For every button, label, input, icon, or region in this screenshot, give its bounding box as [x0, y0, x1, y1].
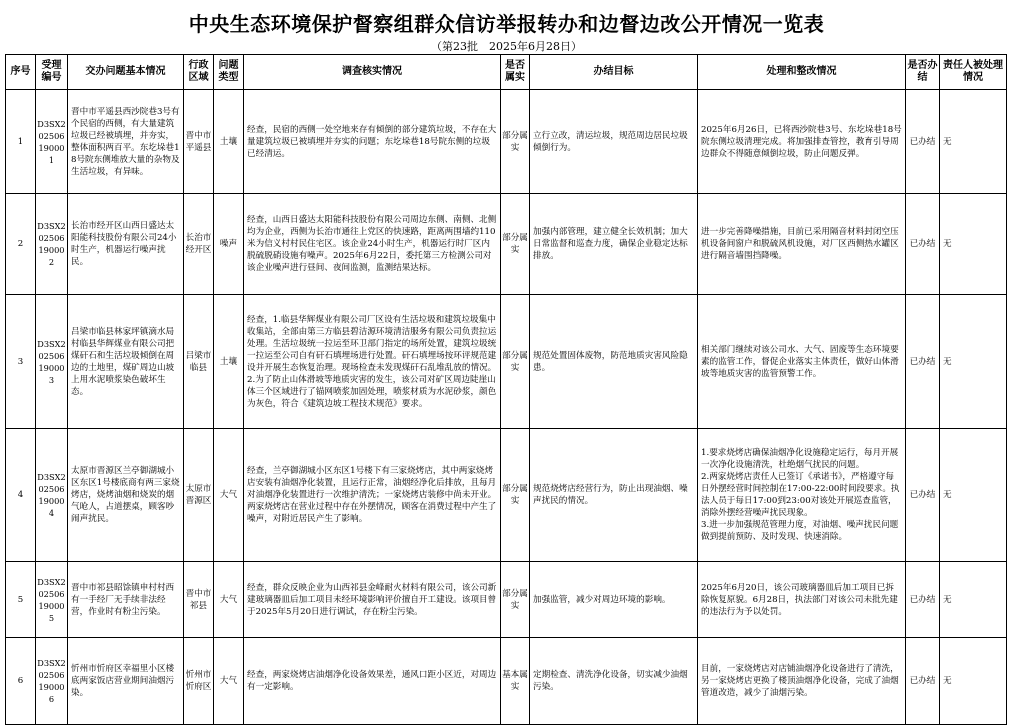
cell-accountability: 无	[940, 638, 1007, 725]
cell-investigation: 经查，民宿的西侧一处空地来存有倾倒的部分建筑垃圾，不存在大量建筑垃圾已被填埋并夯实的问题；东圪垛巷18号院东侧的垃圾已经清运。	[244, 90, 501, 194]
cell-true: 部分属实	[501, 295, 530, 429]
table-header-row	[6, 55, 1007, 90]
cell-problem: 忻州市忻府区幸福里小区楼底两家饭店营业期间油烟污染。	[68, 638, 184, 725]
header-region: 行政区域	[184, 55, 214, 90]
cell-handling: 2025年6月20日，该公司玻璃器皿后加工项目已拆除恢复原貌。6月28日，执法部门对该公司未批先建的违法行为予以处罚。	[698, 562, 906, 638]
cell-investigation: 经查，山西日盛达太阳能科技股份有限公司周边东侧、南侧、北侧均为企业，西侧为长治市通往上党区的快速路，距离两围墙约110米为信义村村民住宅区。该企业24小时生产，机器运行时厂区内脱硫脱硝设施有噪声。2025年6月22日，委托第三方检测公司对该企业噪声进行昼间、夜间监测，监测结果达标。	[244, 194, 501, 295]
cell-goal: 加强监管，减少对周边环境的影响。	[530, 562, 698, 638]
cell-problem: 晋中市祁县昭馀镇申村村西有一手经厂无手续非法经营，作业时有粉尘污染。	[68, 562, 184, 638]
cell-handling: 1.要求烧烤店确保油烟净化设施稳定运行，每月开展一次净化设施清洗，杜绝烟气扰民的问题。 2.两家烧烤店责任人已签订《承诺书》，严格遵守每日外摆经营时间控制在17:00-22:00时间段要求。执法人员于每日17:00到23:00对该处开展巡查监管，消除外摆经营噪声扰民现象。 3.进一步加强规范管理力度，对油烟、噪声扰民问题做到提前预防、及时发现、快速消除。	[698, 429, 906, 562]
header-true: 是否属实	[501, 55, 530, 90]
table-row	[6, 295, 1007, 429]
cell-type: 土壤	[214, 90, 244, 194]
cell-region: 太原市晋源区	[184, 429, 214, 562]
page-title: 中央生态环境保护督察组群众信访举报转办和边督边改公开情况一览表	[188, 12, 825, 36]
cell-true: 基本属实	[501, 638, 530, 725]
table-row	[6, 638, 1007, 725]
header-accountability: 责任人被处理情况	[940, 55, 1007, 90]
cell-accountability: 无	[940, 90, 1007, 194]
cell-handling: 进一步完善降噪措施，目前已采用隔音材料封闭空压机设备间窗户和脱硫风机设施，对厂区西侧热水罐区进行隔音墙围挡降噪。	[698, 194, 906, 295]
cell-seq: 1	[6, 90, 36, 194]
header-handling: 处理和整改情况	[698, 55, 906, 90]
cell-seq: 6	[6, 638, 36, 725]
cell-investigation: 经查，1.临县华辉煤业有限公司厂区设有生活垃圾和建筑垃圾集中收集站，全部由第三方临县碧洁源环境清洁服务有限公司负责拉运处理。生活垃圾统一拉运至环卫部门指定的场所处置，建筑垃圾统一拉运至公司自有矸石填埋场进行处置。矸石填埋场按环评规范建设并开展生态恢复治理。现场检查未发现煤矸石乱堆乱放的情况。 2.为了防止山体滑坡等地质灾害的发生，该公司对矿区周边陡崖山体三个区域进行了锚网喷浆加固处理，喷浆材质为水泥砂浆，颜色为灰色，符合《建筑边坡工程技术规范》要求。	[244, 295, 501, 429]
cell-type: 土壤	[214, 295, 244, 429]
cell-region: 晋中市祁县	[184, 562, 214, 638]
cell-region: 长治市经开区	[184, 194, 214, 295]
cell-done: 已办结	[906, 295, 940, 429]
cell-true: 部分属实	[501, 90, 530, 194]
cell-goal: 加强内部管理，建立健全长效机制；加大日常监督和巡查力度，确保企业稳定达标排放。	[530, 194, 698, 295]
cell-accountability: 无	[940, 562, 1007, 638]
cell-investigation: 经查，群众反映企业为山西祁县金峰耐火材料有限公司，该公司新建玻璃器皿后加工项目未经环境影响评价擅自开工建设。该项目曾于2025年5月20日进行调试，存在粉尘污染。	[244, 562, 501, 638]
table-row	[6, 562, 1007, 638]
cell-done: 已办结	[906, 562, 940, 638]
cell-handling: 2025年6月26日，已将西沙院巷3号、东圪垛巷18号院东侧垃圾清理完成。将加强排查管控，教育引导周边群众不得随意倾倒垃圾，防止问题反弹。	[698, 90, 906, 194]
cell-problem: 吕梁市临县林家坪镇滴水局村临县华辉煤业有限公司把煤矸石和生活垃圾倾倒在周边的土地里，煤矿周边山坡上用水泥喷浆染色破坏生态。	[68, 295, 184, 429]
cell-seq: 3	[6, 295, 36, 429]
header-goal: 办结目标	[530, 55, 698, 90]
table-row	[6, 194, 1007, 295]
cell-region: 晋中市平遥县	[184, 90, 214, 194]
cell-seq: 2	[6, 194, 36, 295]
table-row	[6, 429, 1007, 562]
page-subtitle: （第23批 2025年6月28日）	[431, 40, 582, 53]
cell-done: 已办结	[906, 194, 940, 295]
cell-goal: 规范烧烤店经营行为，防止出现油烟、噪声扰民的情况。	[530, 429, 698, 562]
cell-region: 忻州市忻府区	[184, 638, 214, 725]
cell-goal: 定期检查、清洗净化设备，切实减少油烟污染。	[530, 638, 698, 725]
cell-true: 部分属实	[501, 562, 530, 638]
cell-region: 吕梁市临县	[184, 295, 214, 429]
header-investigation: 调查核实情况	[244, 55, 501, 90]
cell-code: D3SX202506190004	[36, 429, 68, 562]
cell-type: 噪声	[214, 194, 244, 295]
cell-true: 部分属实	[501, 429, 530, 562]
cell-type: 大气	[214, 562, 244, 638]
cell-seq: 5	[6, 562, 36, 638]
cell-code: D3SX202506190002	[36, 194, 68, 295]
petition-table	[5, 54, 1007, 725]
cell-problem: 太原市晋源区兰亭御湖城小区东区1号楼底商有两三家烧烤店，烧烤油烟和烧炭的烟气呛人，占道摆桌，顾客吵闹声扰民。	[68, 429, 184, 562]
table-row	[6, 90, 1007, 194]
cell-type: 大气	[214, 638, 244, 725]
cell-done: 已办结	[906, 90, 940, 194]
cell-code: D3SX202506190006	[36, 638, 68, 725]
cell-goal: 立行立改，清运垃圾，规范周边居民垃圾倾倒行为。	[530, 90, 698, 194]
cell-true: 部分属实	[501, 194, 530, 295]
cell-accountability: 无	[940, 194, 1007, 295]
cell-handling: 目前，一家烧烤店对店铺油烟净化设备进行了清洗，另一家烧烤店更换了楼顶油烟净化设备，完成了油烟管道改造，减少了油烟污染。	[698, 638, 906, 725]
header-problem: 交办问题基本情况	[68, 55, 184, 90]
cell-done: 已办结	[906, 429, 940, 562]
cell-seq: 4	[6, 429, 36, 562]
cell-code: D3SX202506190001	[36, 90, 68, 194]
cell-accountability: 无	[940, 429, 1007, 562]
cell-accountability: 无	[940, 295, 1007, 429]
header-done: 是否办结	[906, 55, 940, 90]
header-seq: 序号	[6, 55, 36, 90]
cell-done: 已办结	[906, 638, 940, 725]
cell-problem: 长治市经开区山西日盛达太阳能科技股份有限公司24小时生产，机器运行噪声扰民。	[68, 194, 184, 295]
cell-code: D3SX202506190003	[36, 295, 68, 429]
cell-handling: 相关部门继续对该公司水、大气、固废等生态环境要素的监管工作，督促企业落实主体责任，做好山体滑坡等地质灾害的监管预警工作。	[698, 295, 906, 429]
header-code: 受理编号	[36, 55, 68, 90]
header-type: 问题类型	[214, 55, 244, 90]
cell-code: D3SX202506190005	[36, 562, 68, 638]
cell-investigation: 经查，兰亭御湖城小区东区1号楼下有三家烧烤店，其中两家烧烤店安装有油烟净化装置，且运行正常，油烟经净化后排放，且每月对油烟净化装置进行一次维护清洗；一家烧烤店装修中尚未开业。两家烧烤店在营业过程中存在外摆情况，顾客在消费过程中产生了噪声，对附近居民产生了影响。	[244, 429, 501, 562]
cell-goal: 规范处置固体废物，防范地质灾害风险隐患。	[530, 295, 698, 429]
cell-problem: 晋中市平遥县西沙院巷3号有个民宿的西侧，有大量建筑垃圾已经被填埋，并夯实，整体面积两百平。东圪垛巷18号院东侧堆放大量的杂物及生活垃圾，有异味。	[68, 90, 184, 194]
cell-investigation: 经查，两家烧烤店油烟净化设备效果差，通风口距小区近，对周边有一定影响。	[244, 638, 501, 725]
cell-type: 大气	[214, 429, 244, 562]
